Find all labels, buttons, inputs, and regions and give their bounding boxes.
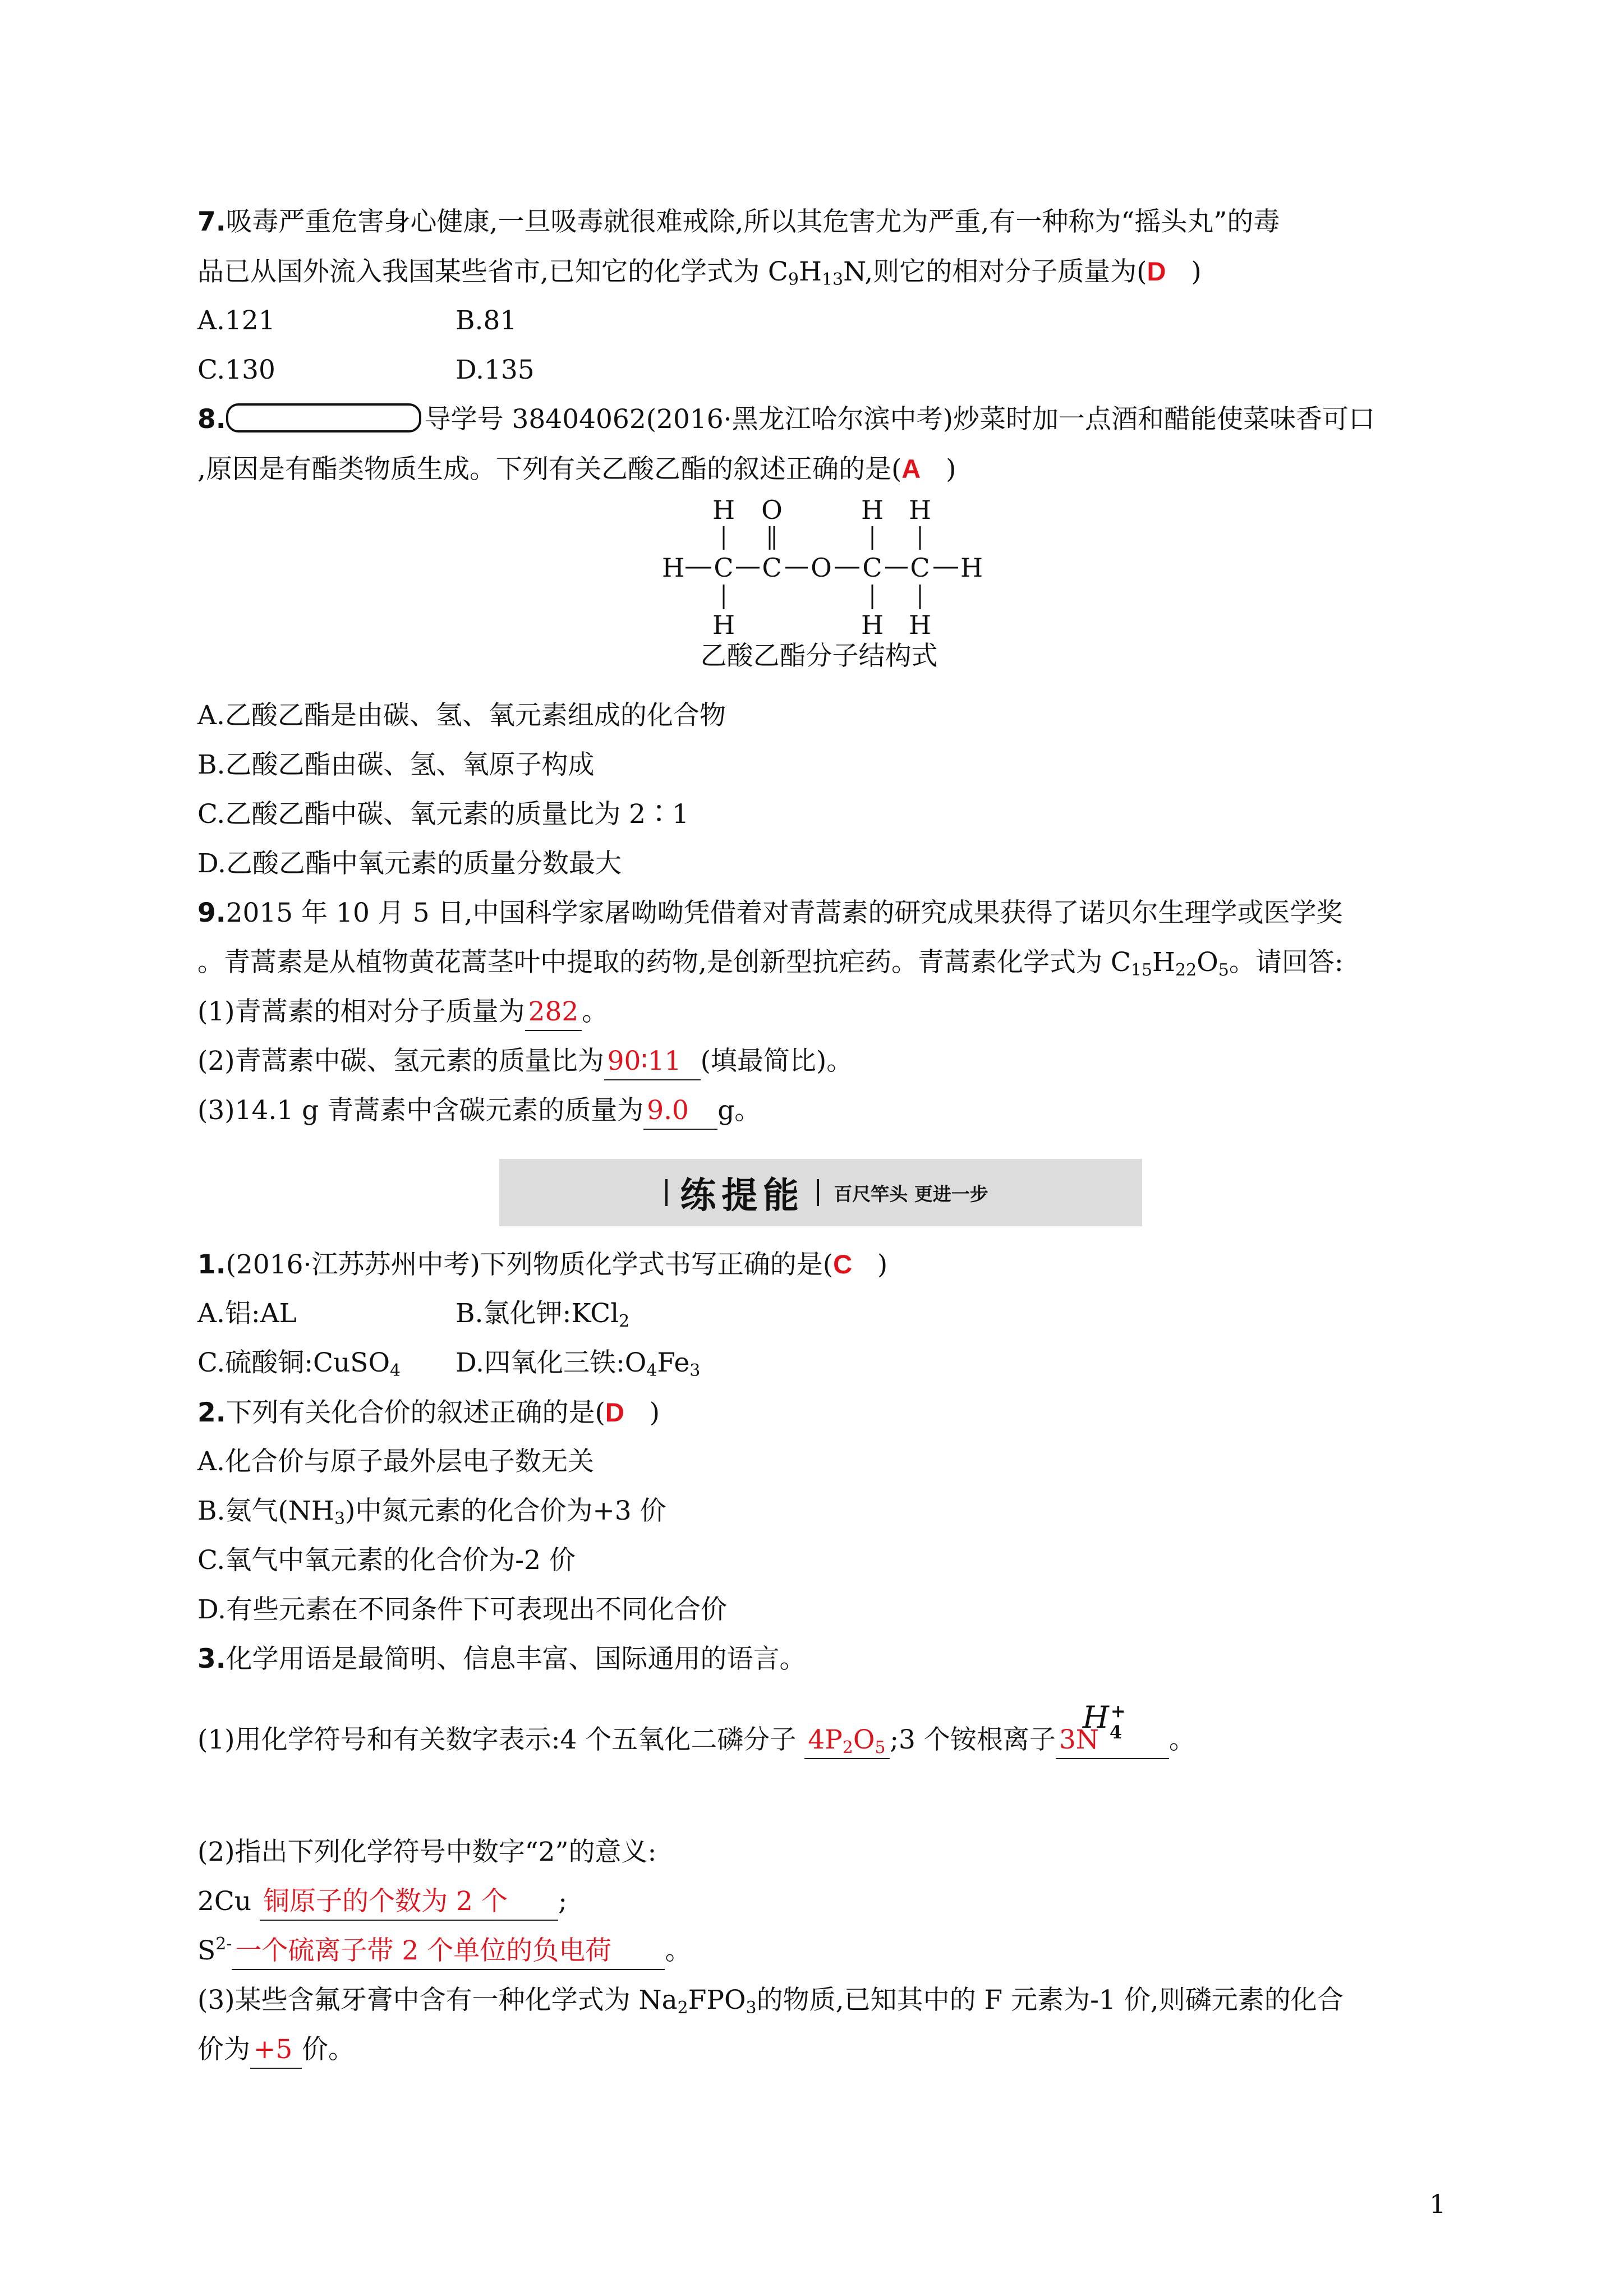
e3-p1-ans-b: O	[853, 1724, 875, 1755]
e3-p3-text-b: FPO	[688, 1985, 746, 2016]
e3-p2b-answer: 一个硫离子带 2 个单位的负电荷	[232, 1933, 665, 1970]
q9-p1-text: (1)青蒿素的相对分子质量为	[197, 996, 525, 1027]
struct-c3: C	[862, 553, 882, 583]
q9-p2-end: (填最简比)。	[700, 1046, 853, 1076]
struct-c4: C	[910, 553, 930, 583]
e1-number: 1.	[197, 1249, 226, 1280]
guide-badge	[226, 403, 421, 432]
e3-p3-sub1: 2	[677, 1998, 688, 2018]
section-banner	[499, 1159, 1142, 1226]
e2-text: 下列有关化合价的叙述正确的是(	[226, 1397, 605, 1428]
e1-text: (2016·江苏苏州中考)下列物质化学式书写正确的是(	[226, 1249, 834, 1280]
banner-divider	[817, 1179, 819, 1206]
e2-option-c: C.氧气中氧元素的化合价为-2 价	[197, 1545, 576, 1576]
banner-subtitle: 百尺竿头 更进一步	[834, 1182, 988, 1205]
banner-title: 练提能	[680, 1175, 805, 1217]
struct-h-right: H	[960, 553, 983, 583]
e3-p3-text-a: (3)某些含氟牙膏中含有一种化学式为 Na	[197, 1985, 678, 2016]
struct-h6: H	[908, 610, 932, 640]
e3-number: 3.	[197, 1644, 226, 1674]
e2-optb-text-b: )中氮元素的化合价为+3 价	[345, 1496, 666, 1526]
e1-optd-sub2: 3	[689, 1361, 701, 1381]
ion-plus: +	[1110, 1700, 1126, 1722]
q7-option-d: D.135	[456, 355, 535, 385]
banner-divider	[665, 1179, 668, 1206]
e3-part1	[197, 1700, 1195, 1759]
e1-option-c	[197, 1345, 401, 1381]
e3-stem	[197, 1641, 806, 1677]
struct-o-top: O	[761, 495, 783, 525]
e1-optd-sub1: 4	[646, 1361, 657, 1381]
e3-p1-answer2	[1056, 1700, 1169, 1759]
struct-h3: H	[908, 495, 932, 525]
e1-optd-text: D.四氧化三铁:O	[456, 1347, 647, 1378]
e3-p1-text: (1)用化学符号和有关数字表示:4 个五氧化二磷分子	[197, 1724, 797, 1755]
q9-p2-answer: 90∶11	[604, 1043, 701, 1080]
e3-p1-answer1	[804, 1722, 890, 1759]
q9-text-1: 2015 年 10 月 5 日,中国科学家屠呦呦凭借着对青蒿素的研究成果获得了诺贝尔生理学或医学奖	[226, 898, 1343, 928]
q8-stem-line1	[197, 402, 1375, 438]
e3-p3-sub2: 3	[746, 1998, 757, 2018]
q9-part1	[197, 994, 608, 1031]
e3-p2b-sup: 2-	[215, 1934, 232, 1954]
page-number: 1	[1429, 2189, 1446, 2219]
q7-stem-line1	[197, 204, 1280, 240]
e1-option-d	[456, 1345, 700, 1381]
structure-caption: 乙酸乙酯分子结构式	[700, 641, 938, 671]
q7-option-c: C.130	[197, 355, 275, 385]
q9-sub1: 15	[1130, 960, 1153, 980]
q7-sub: 9	[788, 270, 799, 289]
q9-stem-line1	[197, 895, 1343, 931]
e1-optb-sub: 2	[619, 1312, 630, 1331]
e3-p2a-label: 2Cu	[197, 1886, 252, 1917]
e3-p3-answer: +5	[250, 2032, 302, 2069]
e2-stem	[197, 1395, 660, 1431]
q9-p2-text: (2)青蒿素中碳、氢元素的质量比为	[197, 1046, 604, 1076]
q7-option-b: B.81	[456, 305, 517, 336]
ammonium-ion	[1059, 1700, 1126, 1758]
q7-text-2b: N,则它的相对分子质量为(	[843, 256, 1147, 287]
struct-c1: C	[714, 553, 734, 583]
e3-p2b-end: 。	[665, 1935, 692, 1966]
q7-option-a: A.121	[197, 305, 275, 336]
q9-p3-text: (3)14.1 g 青蒿素中含碳元素的质量为	[197, 1095, 644, 1126]
q9-number: 9.	[197, 898, 226, 928]
q7-text-h: H	[798, 256, 822, 287]
q9-part2	[197, 1043, 853, 1080]
e3-part2a	[197, 1884, 567, 1921]
q8-option-a: A.乙酸乙酯是由碳、氢、氧元素组成的化合物	[197, 700, 726, 731]
q8-text-1: 导学号 38404062(2016·黑龙江哈尔滨中考)炒菜时加一点酒和醋能使菜味香可口	[424, 404, 1375, 435]
e3-p1-ans2: 3N	[1059, 1724, 1099, 1755]
e3-p3-end: 价。	[302, 2034, 355, 2065]
ion-h: H	[1082, 1700, 1109, 1735]
struct-h2: H	[861, 495, 884, 525]
struct-h4: H	[712, 610, 735, 640]
e1-optd-text-b: Fe	[657, 1347, 690, 1378]
e3-p1-ans-a: 4P	[808, 1724, 843, 1755]
q9-p3-answer: 9.0	[643, 1093, 717, 1130]
q9-p1-answer: 282	[525, 994, 582, 1031]
q9-sub2: 22	[1175, 960, 1197, 980]
struct-o-mid: O	[811, 553, 832, 583]
e2-optb-text: B.氨气(NH	[197, 1496, 334, 1526]
e3-p2a-answer: 铜原子的个数为 2 个	[260, 1884, 558, 1921]
e2-option-a: A.化合价与原子最外层电子数无关	[197, 1446, 594, 1477]
e1-optc-sub: 4	[390, 1361, 401, 1381]
q9-p1-end: 。	[582, 996, 609, 1027]
e2-optb-sub: 3	[334, 1509, 346, 1529]
e2-close: )	[649, 1397, 660, 1428]
e3-p3-text-c: 的物质,已知其中的 F 元素为-1 价,则磷元素的化合	[756, 1985, 1344, 2016]
e3-part2: (2)指出下列化学符号中数字“2”的意义:	[197, 1837, 657, 1867]
q9-stem-line2	[197, 945, 1344, 981]
q7-close: )	[1191, 256, 1202, 287]
q7-answer: D	[1147, 256, 1166, 286]
struct-h1: H	[712, 495, 735, 525]
e2-option-d: D.有些元素在不同条件下可表现出不同化合价	[197, 1594, 727, 1625]
struct-c2: C	[762, 553, 782, 583]
q8-option-b: B.乙酸乙酯由碳、氢、氧原子构成	[197, 749, 595, 780]
e3-p1-ans-sub1: 2	[842, 1738, 853, 1757]
q9-text-2a: 。青蒿素是从植物黄花蒿茎叶中提取的药物,是创新型抗疟药。青蒿素化学式为 C	[197, 947, 1131, 978]
q7-sub2: 13	[821, 270, 844, 289]
e3-text: 化学用语是最简明、信息丰富、国际通用的语言。	[226, 1644, 806, 1674]
e1-option-b	[456, 1296, 629, 1332]
q8-stem-line2	[197, 451, 956, 487]
e1-option-a: A.铝:AL	[197, 1298, 297, 1329]
e3-p1-mid: ;3 个铵根离子	[890, 1724, 1056, 1755]
e3-p2a-end: ;	[558, 1886, 567, 1917]
q9-text-o: O	[1197, 947, 1218, 978]
e1-optb-text: B.氯化钾:KCl	[456, 1298, 619, 1329]
e3-p1-ans-sub2: 5	[875, 1738, 886, 1757]
e2-number: 2.	[197, 1397, 226, 1428]
q7-stem-line2	[197, 254, 1202, 290]
q9-p3-end: g。	[717, 1095, 761, 1126]
e1-close: )	[877, 1249, 888, 1280]
q8-close: )	[946, 454, 956, 485]
e3-p1-end: 。	[1168, 1724, 1195, 1755]
q8-option-c: C.乙酸乙酯中碳、氧元素的质量比为 2∶1	[197, 799, 689, 830]
e2-option-b	[197, 1493, 666, 1529]
e1-stem	[197, 1246, 887, 1283]
q9-text-2b: 。请回答:	[1229, 947, 1344, 978]
e3-p2b-label: S	[197, 1935, 216, 1966]
e3-p3-line2: 价为	[197, 2034, 250, 2065]
e3-part3	[197, 1982, 1344, 2018]
ion-four: 4	[1109, 1722, 1122, 1743]
e1-optc-text: C.硫酸铜:CuSO	[197, 1347, 390, 1378]
q9-part3	[197, 1093, 761, 1130]
q8-answer: A	[901, 454, 921, 484]
q9-sub3: 5	[1218, 960, 1229, 980]
q7-text-2a: 品已从国外流入我国某些省市,已知它的化学式为 C	[197, 256, 788, 287]
q8-number: 8.	[197, 404, 226, 435]
q8-text-2: ,原因是有酯类物质生成。下列有关乙酸乙酯的叙述正确的是(	[197, 454, 902, 485]
e3-part2b	[197, 1933, 691, 1970]
ethyl-acetate-structure	[651, 494, 999, 673]
struct-h-left: H	[661, 553, 685, 583]
e3-part3-line2	[197, 2032, 355, 2069]
q8-option-d: D.乙酸乙酯中氧元素的质量分数最大	[197, 848, 622, 879]
e1-answer: C	[833, 1249, 853, 1279]
q7-text-1: 吸毒严重危害身心健康,一旦吸毒就很难戒除,所以其危害尤为严重,有一种称为“摇头丸”的毒	[226, 206, 1280, 237]
struct-h5: H	[861, 610, 884, 640]
q9-text-h: H	[1152, 947, 1176, 978]
e2-answer: D	[605, 1397, 624, 1427]
q7-number: 7.	[197, 206, 226, 237]
